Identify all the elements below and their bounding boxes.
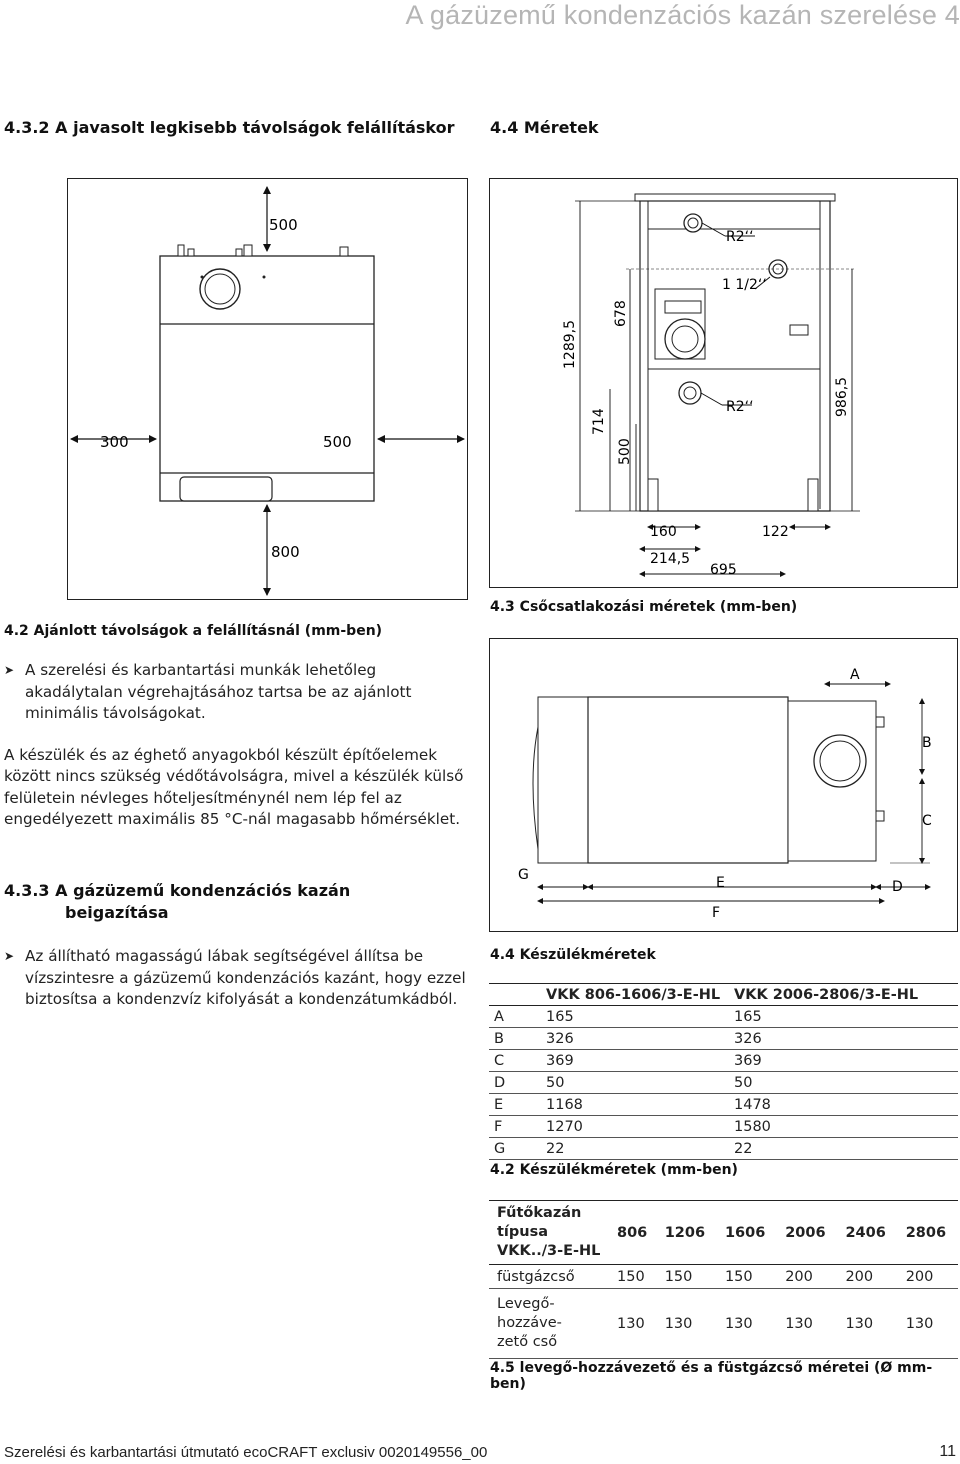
table-cell: 22 (541, 1138, 729, 1160)
dim-label-e: E (716, 875, 725, 891)
table-cell: 326 (541, 1028, 729, 1050)
table-header-row (489, 1201, 958, 1265)
figure-distances (67, 178, 468, 600)
table-cell: 130 (777, 1289, 837, 1359)
table-header-cell: 2406 (837, 1201, 897, 1265)
label-160: 160 (650, 524, 677, 540)
table-header-row (489, 984, 958, 1006)
label-695: 695 (710, 562, 737, 578)
dim-label-a: A (850, 667, 860, 683)
pipe-diameter-table (489, 1200, 958, 1359)
table-cell: 1270 (541, 1116, 729, 1138)
bullet-item (4, 660, 474, 725)
table-row (489, 1116, 958, 1138)
header-label-line: VKK../3-E-HL (497, 1243, 601, 1259)
table-cell: 130 (898, 1289, 958, 1359)
dim-label-b: B (922, 735, 932, 751)
table-row (489, 1265, 958, 1289)
dim-label-c: C (922, 813, 932, 829)
dim-label-d: D (892, 879, 903, 895)
table-cell: 130 (717, 1289, 777, 1359)
table-row (489, 1006, 958, 1028)
table-cell: G (489, 1138, 541, 1160)
table-cell: E (489, 1094, 541, 1116)
header-label-line: Fűtőkazán (497, 1205, 582, 1221)
table-cell: 165 (729, 1006, 958, 1028)
table-cell: 1580 (729, 1116, 958, 1138)
footer-document-title: Szerelési és karbantartási útmutató ecoCRAFT exclusiv 0020149556_00 (4, 1444, 488, 1461)
table-cell: 1168 (541, 1094, 729, 1116)
figure-caption-distances: 4.2 Ajánlott távolságok a felállításnál (mm-ben) (4, 623, 383, 639)
table-cell: 1478 (729, 1094, 958, 1116)
distance-top-label: 500 (269, 216, 298, 234)
label-122: 122 (762, 524, 789, 540)
table-cell: 200 (837, 1265, 897, 1289)
device-dimensions-table (489, 983, 958, 1160)
table-cell: 130 (657, 1289, 717, 1359)
table-header-cell: 2006 (777, 1201, 837, 1265)
figure-device-dimensions (489, 638, 958, 932)
table-cell: 326 (729, 1028, 958, 1050)
table-cell: 200 (777, 1265, 837, 1289)
table-cell: 130 (609, 1289, 657, 1359)
table-header-label (489, 1201, 609, 1265)
table-header-cell: 1606 (717, 1201, 777, 1265)
table-cell: 369 (729, 1050, 958, 1072)
bullet-text: Az állítható magasságú lábak segítségével állítsa be vízszintesre a gázüzemű kondenzációs kazánt, hogy ezzel biztosítsa a kondenzvíz kifolyását a kondenzátumkádból. (25, 947, 466, 1008)
row-label-line: hozzáve- (497, 1315, 562, 1331)
adjust-text (4, 946, 474, 1011)
row-label-line: zető cső (497, 1334, 558, 1350)
table-header-cell: 806 (609, 1201, 657, 1265)
table-row-label (489, 1289, 609, 1359)
bullet-arrow-icon: ➤ (4, 663, 15, 677)
table-cell: A (489, 1006, 541, 1028)
table-header-cell: 1206 (657, 1201, 717, 1265)
dim-label-g: G (518, 867, 529, 883)
table-row (489, 1050, 958, 1072)
label-1289-5: 1289,5 (562, 320, 578, 369)
page-header-title: A gázüzemű kondenzációs kazán szerelése 4 (405, 0, 960, 30)
table-row (489, 1072, 958, 1094)
table-cell: 130 (837, 1289, 897, 1359)
table-cell: C (489, 1050, 541, 1072)
table-cell: B (489, 1028, 541, 1050)
table-row (489, 1289, 958, 1359)
row-label-line: Levegő- (497, 1296, 555, 1312)
bullet-arrow-icon: ➤ (4, 949, 15, 963)
table-cell: D (489, 1072, 541, 1094)
paragraph: A készülék és az éghető anyagokból készült építőelemek között nincs szükség védőtávolságra, mivel a készülék külső felületein névleges hőteljesítménynél nem lép fel az engedélyezett maximális 85 °C-nál magasabb hőmérséklet. (4, 745, 464, 828)
section-heading-4-3-2: 4.3.2 A javasolt legkisebb távolságok felállításkor (4, 118, 455, 137)
table-header-cell: 2806 (898, 1201, 958, 1265)
label-1-1-2: 1 1/2‘‘ (722, 277, 767, 293)
table-cell: 150 (609, 1265, 657, 1289)
dim-label-f: F (712, 905, 721, 921)
section-heading-4-3-3 (4, 880, 350, 924)
label-714: 714 (591, 408, 607, 435)
table-cell: 50 (541, 1072, 729, 1094)
distance-bottom-label: 800 (271, 543, 300, 561)
table-cell: 150 (717, 1265, 777, 1289)
bullet-text: A szerelési és karbantartási munkák lehetőleg akadálytalan végrehajtásához tartsa be az ajánlott minimális távolságokat. (25, 661, 412, 722)
header-label-line: típusa (497, 1224, 549, 1240)
table-cell: 369 (541, 1050, 729, 1072)
device-dimensions-diagram (490, 639, 957, 931)
distance-right-label: 500 (323, 433, 352, 451)
table-header-cell: VKK 806-1606/3-E-HL (541, 984, 729, 1006)
label-500: 500 (617, 438, 633, 465)
table-cell: 150 (657, 1265, 717, 1289)
section-heading-4-4: 4.4 Méretek (490, 118, 599, 137)
table-caption-device-dimensions: 4.2 Készülékméretek (mm-ben) (490, 1162, 738, 1178)
label-678: 678 (613, 300, 629, 327)
table-row (489, 1094, 958, 1116)
label-214-5: 214,5 (650, 551, 691, 567)
table-row-label: füstgázcső (489, 1265, 609, 1289)
figure-caption-device-dimensions: 4.4 Készülékméretek (490, 947, 656, 963)
table-cell: 200 (898, 1265, 958, 1289)
section-heading-line: 4.3.3 A gázüzemű kondenzációs kazán (4, 881, 351, 900)
label-r2-top: R2‘‘ (726, 229, 754, 245)
bullet-item (4, 946, 474, 1011)
table-cell: 50 (729, 1072, 958, 1094)
label-r2-bottom: R2‘‘ (726, 399, 754, 415)
table-cell: 22 (729, 1138, 958, 1160)
table-cell: 165 (541, 1006, 729, 1028)
table-header-cell (489, 984, 541, 1006)
label-986-5: 986,5 (834, 376, 850, 417)
figure-pipe-connections (489, 178, 958, 588)
left-column-text (4, 660, 474, 831)
table-cell: F (489, 1116, 541, 1138)
figure-caption-pipe-connections: 4.3 Csőcsatlakozási méretek (mm-ben) (490, 599, 798, 615)
table-row (489, 1138, 958, 1160)
pipe-connections-diagram (490, 179, 957, 587)
footer-page-number: 11 (939, 1443, 956, 1460)
table-header-cell: VKK 2006-2806/3-E-HL (729, 984, 958, 1006)
section-heading-line: beigazítása (65, 903, 169, 922)
distances-diagram (68, 179, 467, 599)
table-row (489, 1028, 958, 1050)
distance-left-label: 300 (100, 433, 129, 451)
table-caption-pipe-diameters: 4.5 levegő-hozzávezető és a füstgázcső méretei (Ø mm-ben) (490, 1360, 933, 1392)
